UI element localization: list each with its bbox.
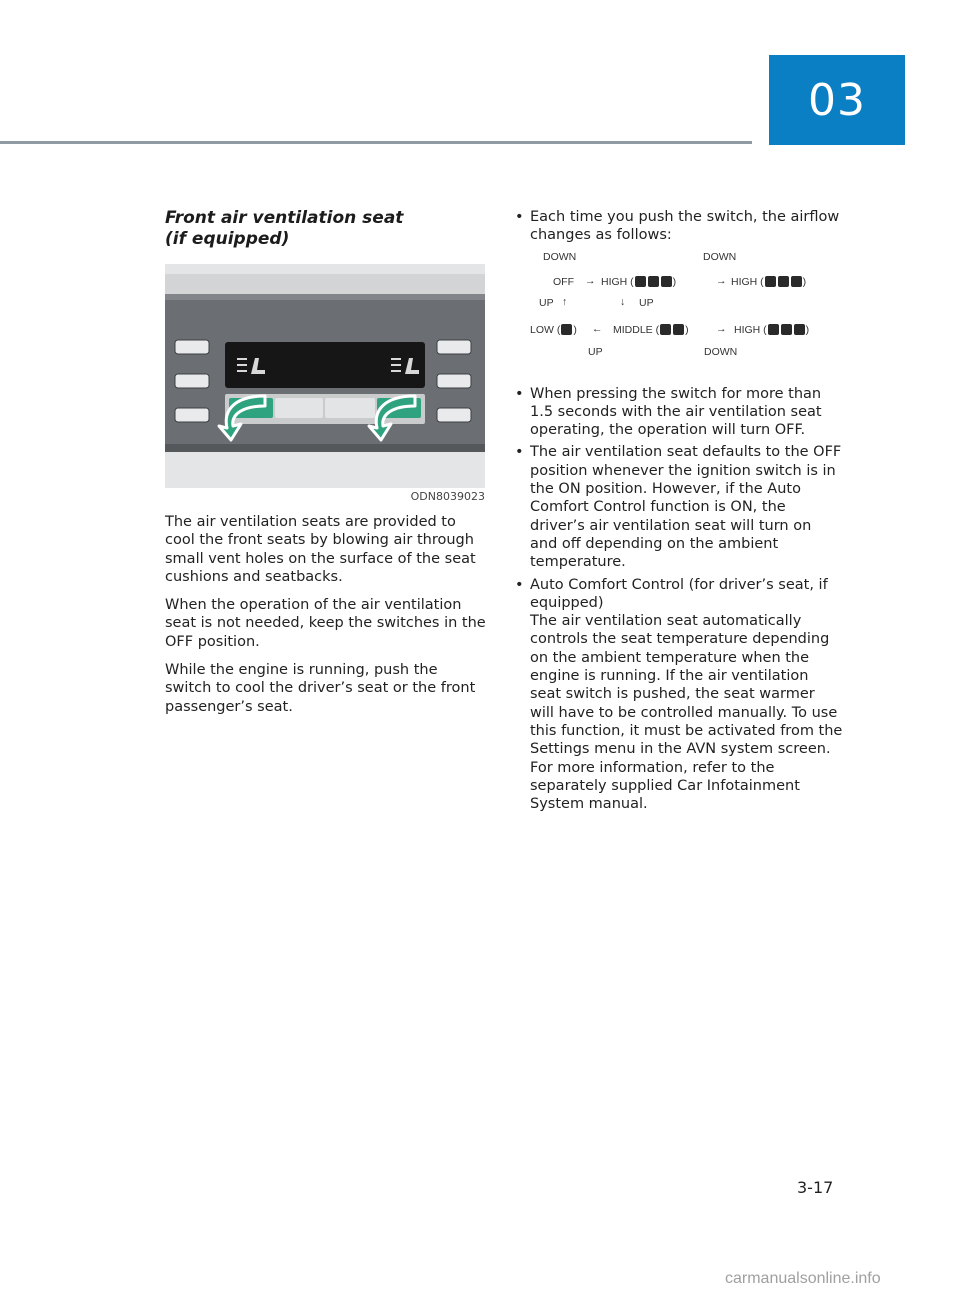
diagram-high-text: HIGH [731, 275, 758, 288]
bullet-text: Each time you push the switch, the airflow changes as follows: [530, 209, 840, 244]
section-title [165, 208, 487, 250]
bullet-text: Auto Comfort Control (for driver’s seat, if equipped) The air ventilation seat automatically controls the seat temperature depending on the ambient temperature when the engine is running. If the air ventilation seat switch is pushed, the seat warmer will have to be controlled manually. To use this function, it must be activated from the Settings menu in the AVN system screen. For more information, refer to the separately supplied Car Infotainment System manual. [530, 576, 843, 813]
level-block-icon [791, 276, 802, 287]
paragraph-off-position: When the operation of the air ventilation seat is not needed, keep the switches in the OFF position. [165, 597, 486, 650]
paren-close: ) [802, 275, 807, 288]
bullet-auto-comfort [513, 576, 843, 814]
bullet-dot: • [515, 209, 524, 225]
level-block-icon [794, 324, 805, 335]
diagram-middle-label [613, 324, 689, 336]
section-title-line1: Front air ventilation seat [165, 208, 404, 228]
diagram-down-label-1: DOWN [543, 250, 577, 263]
watermark: carmanualsonline.info [725, 1270, 881, 1287]
ventilation-switch-figure [165, 264, 485, 488]
bullet-text: The air ventilation seat defaults to the OFF position whenever the ignition switch is in the ON position. However, if the Auto Comfort Control function is ON, the driver’s air ventilation seat will turn on and off depending on the ambient temperature. [530, 444, 842, 571]
left-button-column [175, 340, 209, 422]
paragraph-engine-running: While the engine is running, push the switch to cool the driver’s seat or the front passenger’s seat. [165, 662, 476, 715]
bullet-airflow-changes [513, 208, 843, 245]
level-block-icon [561, 324, 572, 335]
paren-open: ( [655, 323, 660, 336]
section-title-line2: (if equipped) [165, 229, 290, 249]
diagram-up-label-2: UP [639, 296, 654, 309]
level-block-icon [768, 324, 779, 335]
left-column [165, 208, 487, 716]
diagram-off-label: OFF [553, 275, 574, 288]
bullet-long-press [513, 385, 843, 440]
diagram-down-label-3: DOWN [704, 345, 738, 358]
level-block-icon [661, 276, 672, 287]
paren-close: ) [685, 323, 689, 336]
diagram-high-label-1 [601, 276, 676, 288]
diagram-up-label-1: UP [539, 296, 554, 309]
level-block-icon [673, 324, 684, 335]
diagram-down-label-2: DOWN [703, 250, 737, 263]
paren-close: ) [805, 323, 810, 336]
paren-open: ( [556, 323, 561, 336]
diagram-arrow-down: ↓ [620, 295, 626, 308]
level-block-icon [635, 276, 646, 287]
diagram-arrow-right-2: → [716, 274, 727, 287]
diagram-high-text: HIGH [734, 323, 761, 336]
paren-open: ( [630, 275, 634, 288]
bullet-text: When pressing the switch for more than 1.5 seconds with the air ventilation seat operating, the operation will turn OFF. [530, 385, 822, 439]
diagram-low-text: LOW [530, 323, 554, 336]
diagram-low-label [530, 324, 577, 336]
right-button-column [437, 340, 471, 422]
console-illustration [165, 264, 485, 488]
diagram-middle-text: MIDDLE [613, 323, 653, 336]
airflow-cycle-diagram [513, 251, 843, 371]
figure-code: ODN8039023 [410, 490, 485, 503]
bullet-dot: • [515, 576, 524, 593]
level-block-icon [765, 276, 776, 287]
diagram-arrow-right-1: → [585, 274, 596, 287]
diagram-arrow-up: ↑ [562, 295, 568, 308]
diagram-arrow-right-3: → [716, 322, 727, 335]
diagram-high-label-2 [731, 276, 806, 288]
diagram-high-label-3 [734, 324, 809, 336]
level-block-icon [781, 324, 792, 335]
level-block-icon [778, 276, 789, 287]
bullet-dot: • [515, 444, 524, 461]
diagram-high-text: HIGH [601, 275, 628, 288]
page-number: 3-17 [797, 1178, 834, 1197]
level-block-icon [660, 324, 671, 335]
paren-close: ) [672, 275, 677, 288]
paren-open: ( [760, 275, 764, 288]
bullet-dot: • [515, 385, 524, 402]
paragraph-intro: The air ventilation seats are provided to cool the front seats by blowing air through small vent holes on the surface of the seat cushions and seatbacks. [165, 514, 476, 585]
level-block-icon [648, 276, 659, 287]
right-column [513, 208, 843, 817]
header-rule [0, 141, 752, 144]
paren-open: ( [763, 323, 767, 336]
chapter-tab: 03 [769, 55, 905, 145]
diagram-arrow-left: ← [592, 322, 603, 335]
paren-close: ) [573, 323, 577, 336]
bullet-defaults-off [513, 443, 843, 571]
diagram-up-label-3: UP [588, 345, 603, 358]
